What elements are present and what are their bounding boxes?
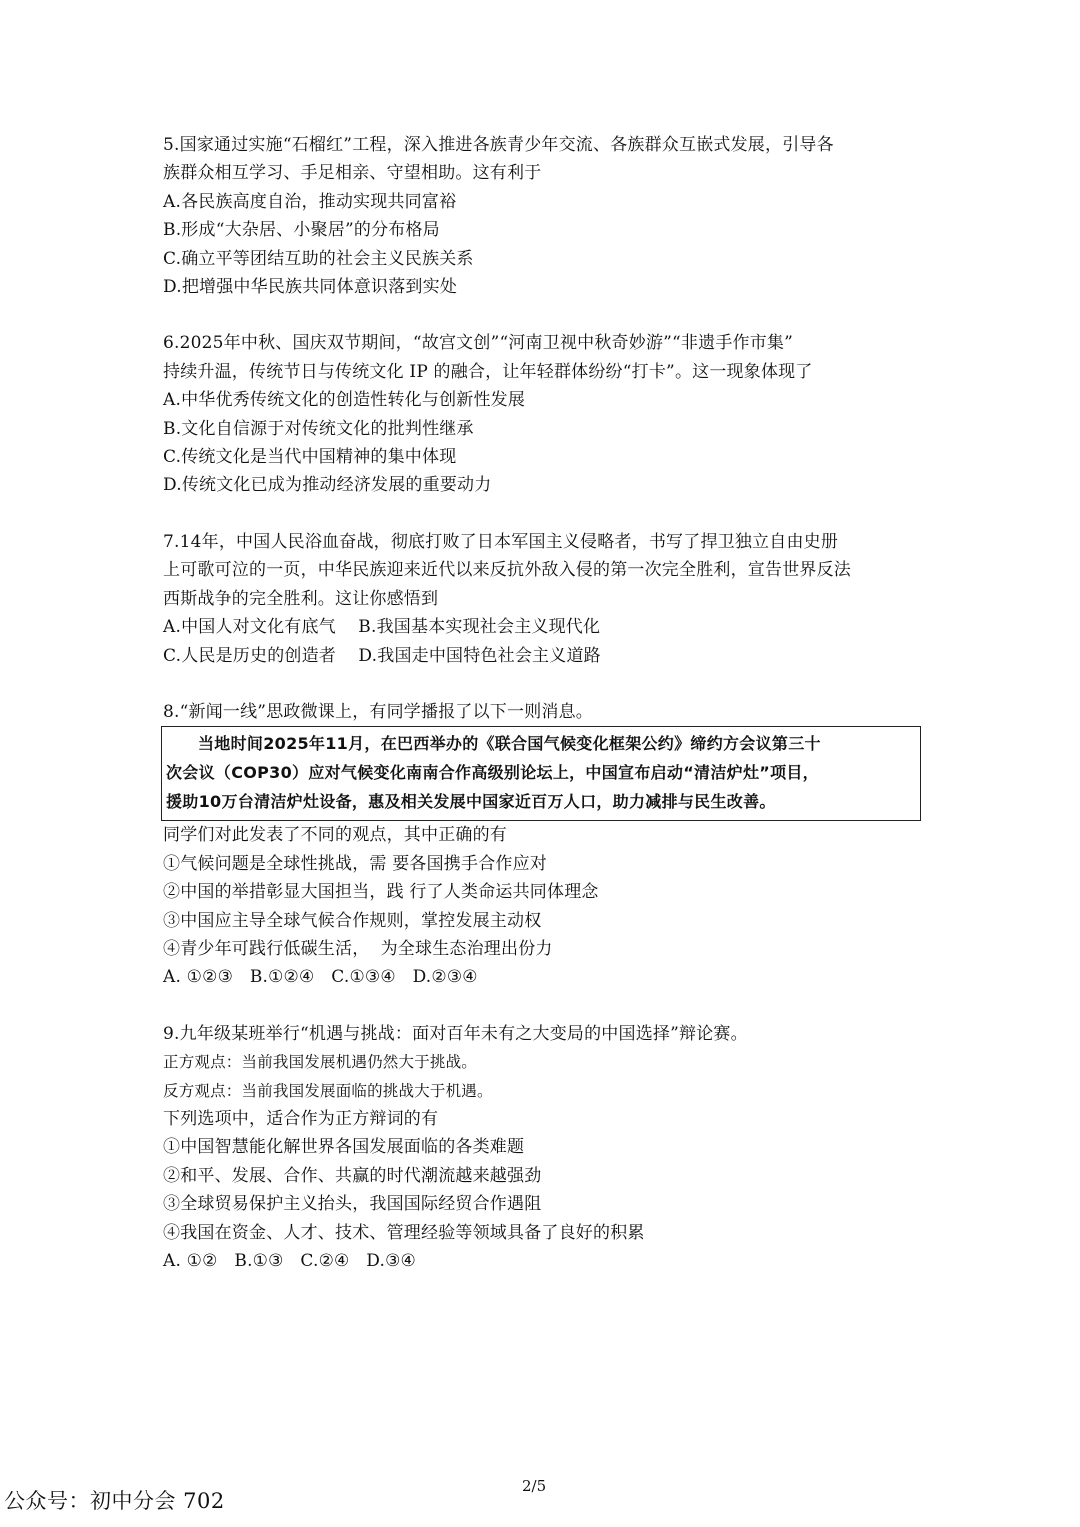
question-8-statement-1: ①气候问题是全球性挑战，需 要各国携手合作应对 <box>163 853 548 874</box>
question-9-statement-2: ②和平、发展、合作、共赢的时代潮流越来越强劲 <box>163 1165 542 1186</box>
question-8-answer-choices: A. ①②③ B.①②④ C.①③④ D.②③④ <box>163 967 478 988</box>
spacer <box>163 992 923 1020</box>
question-9-answer-choices: A. ①② B.①③ C.②④ D.③④ <box>163 1251 416 1271</box>
question-7-options-row-2: C.人民是历史的创造者 D.我国走中国特色社会主义道路 <box>163 645 601 666</box>
spacer <box>163 500 923 528</box>
question-6-option-c: C.传统文化是当代中国精神的集中体现 <box>163 447 457 468</box>
question-6-option-a: A.中华优秀传统文化的创造性转化与创新性发展 <box>163 390 526 411</box>
watermark-text: 公众号：初中分会 702 <box>4 1489 225 1513</box>
spacer <box>163 301 923 329</box>
question-5-stem-line-1: 5.国家通过实施“石榴红”工程，深入推进各族青少年交流、各族群众互嵌式发展，引导各 <box>163 135 834 155</box>
question-9 <box>163 1020 923 1276</box>
question-8-prompt: 同学们对此发表了不同的观点，其中正确的有 <box>163 825 507 846</box>
question-6-stem-line-1: 6.2025年中秋、国庆双节期间，“故宫文创”“河南卫视中秋奇妙游”“非遗手作市集” <box>163 333 794 354</box>
question-7 <box>163 528 923 670</box>
question-5-option-d: D.把增强中华民族共同体意识落到实处 <box>163 277 458 298</box>
question-5 <box>163 131 923 301</box>
question-9-con-view: 反方观点：当前我国发展面临的挑战大于机遇。 <box>163 1081 493 1100</box>
question-5-option-b: B.形成“大杂居、小聚居”的分布格局 <box>163 220 440 241</box>
question-7-stem-line-2: 上可歌可泣的一页，中华民族迎来近代以来反抗外敌入侵的第一次完全胜利，宣告世界反法 <box>163 560 851 581</box>
question-8-statement-2: ②中国的举措彰显大国担当，践 行了人类命运共同体理念 <box>163 882 599 903</box>
question-9-pro-view: 正方观点：当前我国发展机遇仍然大于挑战。 <box>163 1053 478 1072</box>
question-8-stem: 8.“新闻一线”思政微课上，有同学播报了以下一则消息。 <box>163 701 594 722</box>
question-5-option-a: A.各民族高度自治，推动实现共同富裕 <box>163 191 457 212</box>
question-7-stem-line-1: 7.14年，中国人民浴血奋战，彻底打败了日本军国主义侵略者，书写了捍卫独立自由史册 <box>163 531 839 552</box>
news-line-2: 次会议（COP30）应对气候变化南南合作高级别论坛上，中国宣布启动“清洁炉灶”项目， <box>166 763 819 783</box>
question-9-statement-3: ③全球贸易保护主义抬头，我国国际经贸合作遇阻 <box>163 1194 542 1215</box>
question-6-option-d: D.传统文化已成为推动经济发展的重要动力 <box>163 475 492 496</box>
question-6-option-b: B.文化自信源于对传统文化的批判性继承 <box>163 418 474 439</box>
question-7-stem-line-3: 西斯战争的完全胜利。这让你感悟到 <box>163 588 439 609</box>
question-5-stem-line-2: 族群众相互学习、手足相亲、守望相助。这有利于 <box>163 163 542 184</box>
question-5-option-c: C.确立平等团结互助的社会主义民族关系 <box>163 248 474 269</box>
news-box <box>161 726 921 821</box>
spacer <box>163 670 923 698</box>
news-line-3: 援助10万台清洁炉灶设备，惠及相关发展中国家近百万人口，助力减排与民生改善。 <box>166 792 776 812</box>
question-9-statement-4: ④我国在资金、人才、技术、管理经验等领域具备了良好的积累 <box>163 1222 645 1243</box>
question-9-statement-1: ①中国智慧能化解世界各国发展面临的各类难题 <box>163 1137 525 1158</box>
question-9-stem: 9.九年级某班举行“机遇与挑战：面对百年未有之大变局的中国选择”辩论赛。 <box>163 1023 748 1044</box>
page-number: 2/5 <box>522 1477 547 1495</box>
question-7-options-row-1: A.中国人对文化有底气 B.我国基本实现社会主义现代化 <box>163 617 601 638</box>
question-8-statement-4: ④青少年可践行低碳生活， 为全球生态治理出份力 <box>163 938 553 959</box>
question-9-prompt: 下列选项中，适合作为正方辩词的有 <box>163 1108 439 1129</box>
news-line-1: 当地时间2025年11月，在巴西举办的《联合国气候变化框架公约》缔约方会议第三十 <box>198 734 821 754</box>
exam-content <box>163 131 923 1275</box>
question-6-stem-line-2: 持续升温，传统节日与传统文化 IP 的融合，让年轻群体纷纷“打卡”。这一现象体现了 <box>163 361 813 382</box>
question-8-statement-3: ③中国应主导全球气候合作规则，掌控发展主动权 <box>163 910 542 931</box>
question-6 <box>163 329 923 499</box>
question-8 <box>163 698 923 992</box>
